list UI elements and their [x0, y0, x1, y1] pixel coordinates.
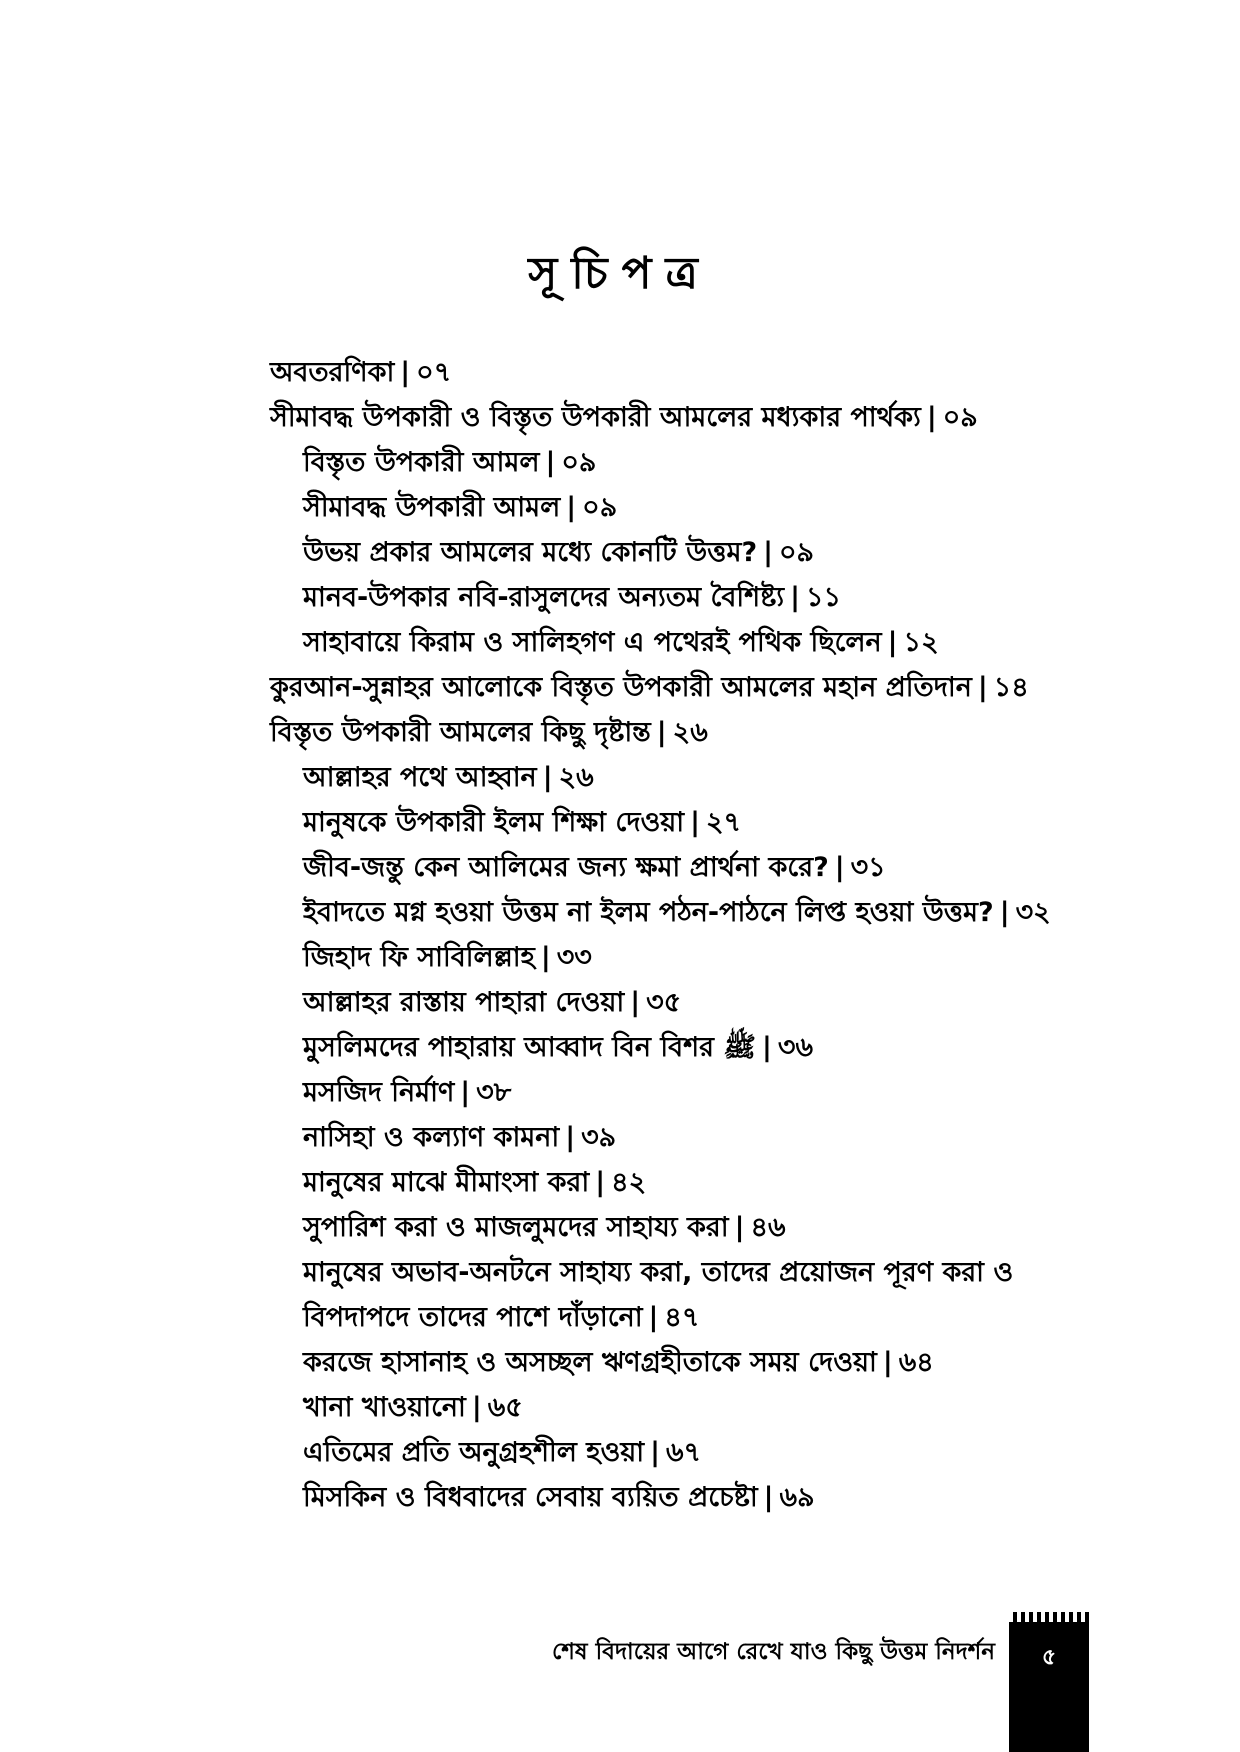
- toc-separator: |: [734, 1212, 745, 1243]
- toc-entry: [270, 1070, 1170, 1115]
- toc-separator: |: [656, 717, 667, 748]
- toc-entry-title: নাসিহা ও কল্যাণ কামনা: [303, 1122, 560, 1153]
- toc-entry-page: ৩৬: [777, 1032, 814, 1063]
- toc-separator: |: [763, 1482, 774, 1513]
- toc-entry-page: ২৬: [672, 717, 708, 748]
- toc-separator: |: [762, 1032, 772, 1063]
- page-number-tab: [1009, 1612, 1089, 1752]
- toc-entry-title: কুরআন-সুন্নাহর আলোকে বিস্তৃত উপকারী আমলের মহান প্রতিদান: [270, 672, 972, 703]
- toc-entry-page: ১২: [903, 627, 939, 658]
- toc-entry: [270, 485, 1170, 530]
- toc-entry-page: ১১: [806, 582, 842, 613]
- toc-entry: [270, 1025, 1170, 1070]
- toc-entry: [270, 530, 1170, 575]
- toc-entry-page: ৪৭: [664, 1302, 700, 1333]
- toc-entry-page: ৩৯: [581, 1122, 617, 1153]
- toc-entry-title: আল্লাহর রাস্তায় পাহারা দেওয়া: [303, 987, 625, 1018]
- toc-entry-page: ৬৯: [779, 1482, 815, 1513]
- toc-entry: [270, 710, 1170, 755]
- toc-separator: |: [790, 582, 801, 613]
- toc-entry: [270, 1205, 1170, 1250]
- toc-entry: [270, 935, 1170, 980]
- toc-entry-page: ২৬: [558, 762, 594, 793]
- toc-entry-title: আল্লাহর পথে আহ্বান: [303, 762, 537, 793]
- toc-entry-title: মানুষের মাঝে মীমাংসা করা: [303, 1167, 590, 1198]
- toc-entry-page: ৩৮: [476, 1077, 512, 1108]
- tab-serrated-edge: [1009, 1612, 1089, 1622]
- toc-entry-page: ০৯: [778, 537, 815, 568]
- page-title: সূচিপত্র: [528, 248, 712, 299]
- toc-entry-title: মানুষের অভাব-অনটনে সাহায্য করা, তাদের প্রয়োজন পূরণ করা ও: [303, 1257, 1014, 1288]
- toc-separator: |: [565, 1122, 576, 1153]
- toc-entry: [270, 1295, 1170, 1340]
- toc-separator: |: [545, 447, 556, 478]
- toc-entry: [270, 980, 1170, 1025]
- toc-separator: |: [882, 1347, 893, 1378]
- toc-entry-title: মিসকিন ও বিধবাদের সেবায় ব্যয়িত প্রচেষ্টা: [303, 1482, 758, 1513]
- toc-entry-title: সুপারিশ করা ও মাজলুমদের সাহায্য করা: [303, 1212, 729, 1243]
- toc-entry: [270, 1340, 1170, 1385]
- toc-entry-title: মানব-উপকার নবি-রাসুলদের অন্যতম বৈশিষ্ট্য: [303, 582, 785, 613]
- toc-separator: |: [999, 897, 1010, 928]
- toc-entry-title: সাহাবায়ে কিরাম ও সালিহগণ এ পথেরই পথিক ছিলেন: [303, 627, 882, 658]
- toc-entry-title: খানা খাওয়ানো: [303, 1392, 466, 1423]
- toc-separator: |: [471, 1392, 482, 1423]
- toc-entry: [270, 845, 1170, 890]
- toc-entry-title: মানুষকে উপকারী ইলম শিক্ষা দেওয়া: [303, 807, 685, 838]
- toc-entry-title: সীমাবদ্ধ উপকারী আমল: [303, 492, 561, 523]
- toc-entry-page: ৪৬: [750, 1212, 786, 1243]
- toc-entry: [270, 620, 1170, 665]
- toc-separator: |: [977, 672, 988, 703]
- toc-entry-page: ০৭: [416, 357, 452, 388]
- toc-entry-title: মুসলিমদের পাহারায় আব্বাদ বিন বিশর ﷺ: [303, 1032, 757, 1063]
- toc-entry-page: ২৭: [706, 807, 742, 838]
- toc-entry-page: ৪২: [611, 1167, 647, 1198]
- toc-separator: |: [400, 357, 411, 388]
- toc-separator: |: [690, 807, 700, 838]
- toc-entry-page: ৩২: [1015, 897, 1051, 928]
- toc-separator: |: [540, 942, 551, 973]
- running-footer-book-title: শেষ বিদায়ের আগে রেখে যাও কিছু উত্তম নিদর্শন: [551, 1639, 995, 1665]
- toc-entry-page: ০৯: [582, 492, 618, 523]
- toc-entry: [270, 1385, 1170, 1430]
- toc-entry-title: বিস্তৃত উপকারী আমলের কিছু দৃষ্টান্ত: [270, 717, 651, 748]
- toc-entry-title: এতিমের প্রতি অনুগ্রহশীল হওয়া: [303, 1437, 645, 1468]
- toc-entry-page: ১৪: [993, 672, 1029, 703]
- toc-separator: |: [763, 537, 773, 568]
- toc-entry: [270, 890, 1170, 935]
- toc-separator: |: [926, 402, 937, 433]
- toc-entry-title: জীব-জন্তু কেন আলিমের জন্য ক্ষমা প্রার্থনা করে?: [303, 852, 829, 883]
- toc-entry-title: উভয় প্রকার আমলের মধ্যে কোনটি উত্তম?: [303, 537, 758, 568]
- toc-entry: [270, 395, 1170, 440]
- toc-entry-title: জিহাদ ফি সাবিলিল্লাহ: [303, 942, 535, 973]
- table-of-contents: [270, 350, 1170, 1520]
- toc-entry: [270, 350, 1170, 395]
- toc-separator: |: [566, 492, 577, 523]
- toc-entry-title: মসজিদ নির্মাণ: [303, 1077, 455, 1108]
- toc-entry: [270, 755, 1170, 800]
- toc-entry-page: ৩৩: [556, 942, 592, 973]
- toc-separator: |: [630, 987, 641, 1018]
- toc-entry-title: ইবাদতে মগ্ন হওয়া উত্তম না ইলম পঠন-পাঠনে লিপ্ত হওয়া উত্তম?: [303, 897, 994, 928]
- toc-separator: |: [650, 1437, 660, 1468]
- toc-entry-title: বিপদাপদে তাদের পাশে দাঁড়ানো: [303, 1302, 643, 1333]
- toc-entry: [270, 1160, 1170, 1205]
- toc-entry: [270, 1115, 1170, 1160]
- toc-entry-title: করজে হাসানাহ ও অসচ্ছল ঋণগ্রহীতাকে সময় দেওয়া: [303, 1347, 877, 1378]
- toc-entry: [270, 665, 1170, 710]
- toc-entry-page: ৩১: [850, 852, 886, 883]
- toc-separator: |: [542, 762, 553, 793]
- toc-entry-page: ৬৭: [665, 1437, 702, 1468]
- toc-separator: |: [595, 1167, 606, 1198]
- toc-separator: |: [648, 1302, 659, 1333]
- toc-entry-page: ৬৫: [487, 1392, 523, 1423]
- toc-entry-title: অবতরণিকা: [270, 357, 395, 388]
- toc-entry-page: ০৯: [561, 447, 597, 478]
- toc-separator: |: [460, 1077, 471, 1108]
- toc-entry: [270, 1430, 1170, 1475]
- toc-entry: [270, 1475, 1170, 1520]
- toc-entry-page: ৬৪: [898, 1347, 934, 1378]
- toc-entry-title: বিস্তৃত উপকারী আমল: [303, 447, 540, 478]
- page-number: ৫: [1041, 1645, 1057, 1670]
- toc-entry-title: সীমাবদ্ধ উপকারী ও বিস্তৃত উপকারী আমলের মধ্যকার পার্থক্য: [270, 402, 921, 433]
- toc-entry: [270, 800, 1170, 845]
- toc-separator: |: [834, 852, 845, 883]
- toc-entry: [270, 575, 1170, 620]
- toc-entry-page: ৩৫: [646, 987, 682, 1018]
- toc-separator: |: [887, 627, 898, 658]
- toc-entry-page: ০৯: [942, 402, 978, 433]
- toc-entry: [270, 440, 1170, 485]
- toc-entry: [270, 1250, 1170, 1295]
